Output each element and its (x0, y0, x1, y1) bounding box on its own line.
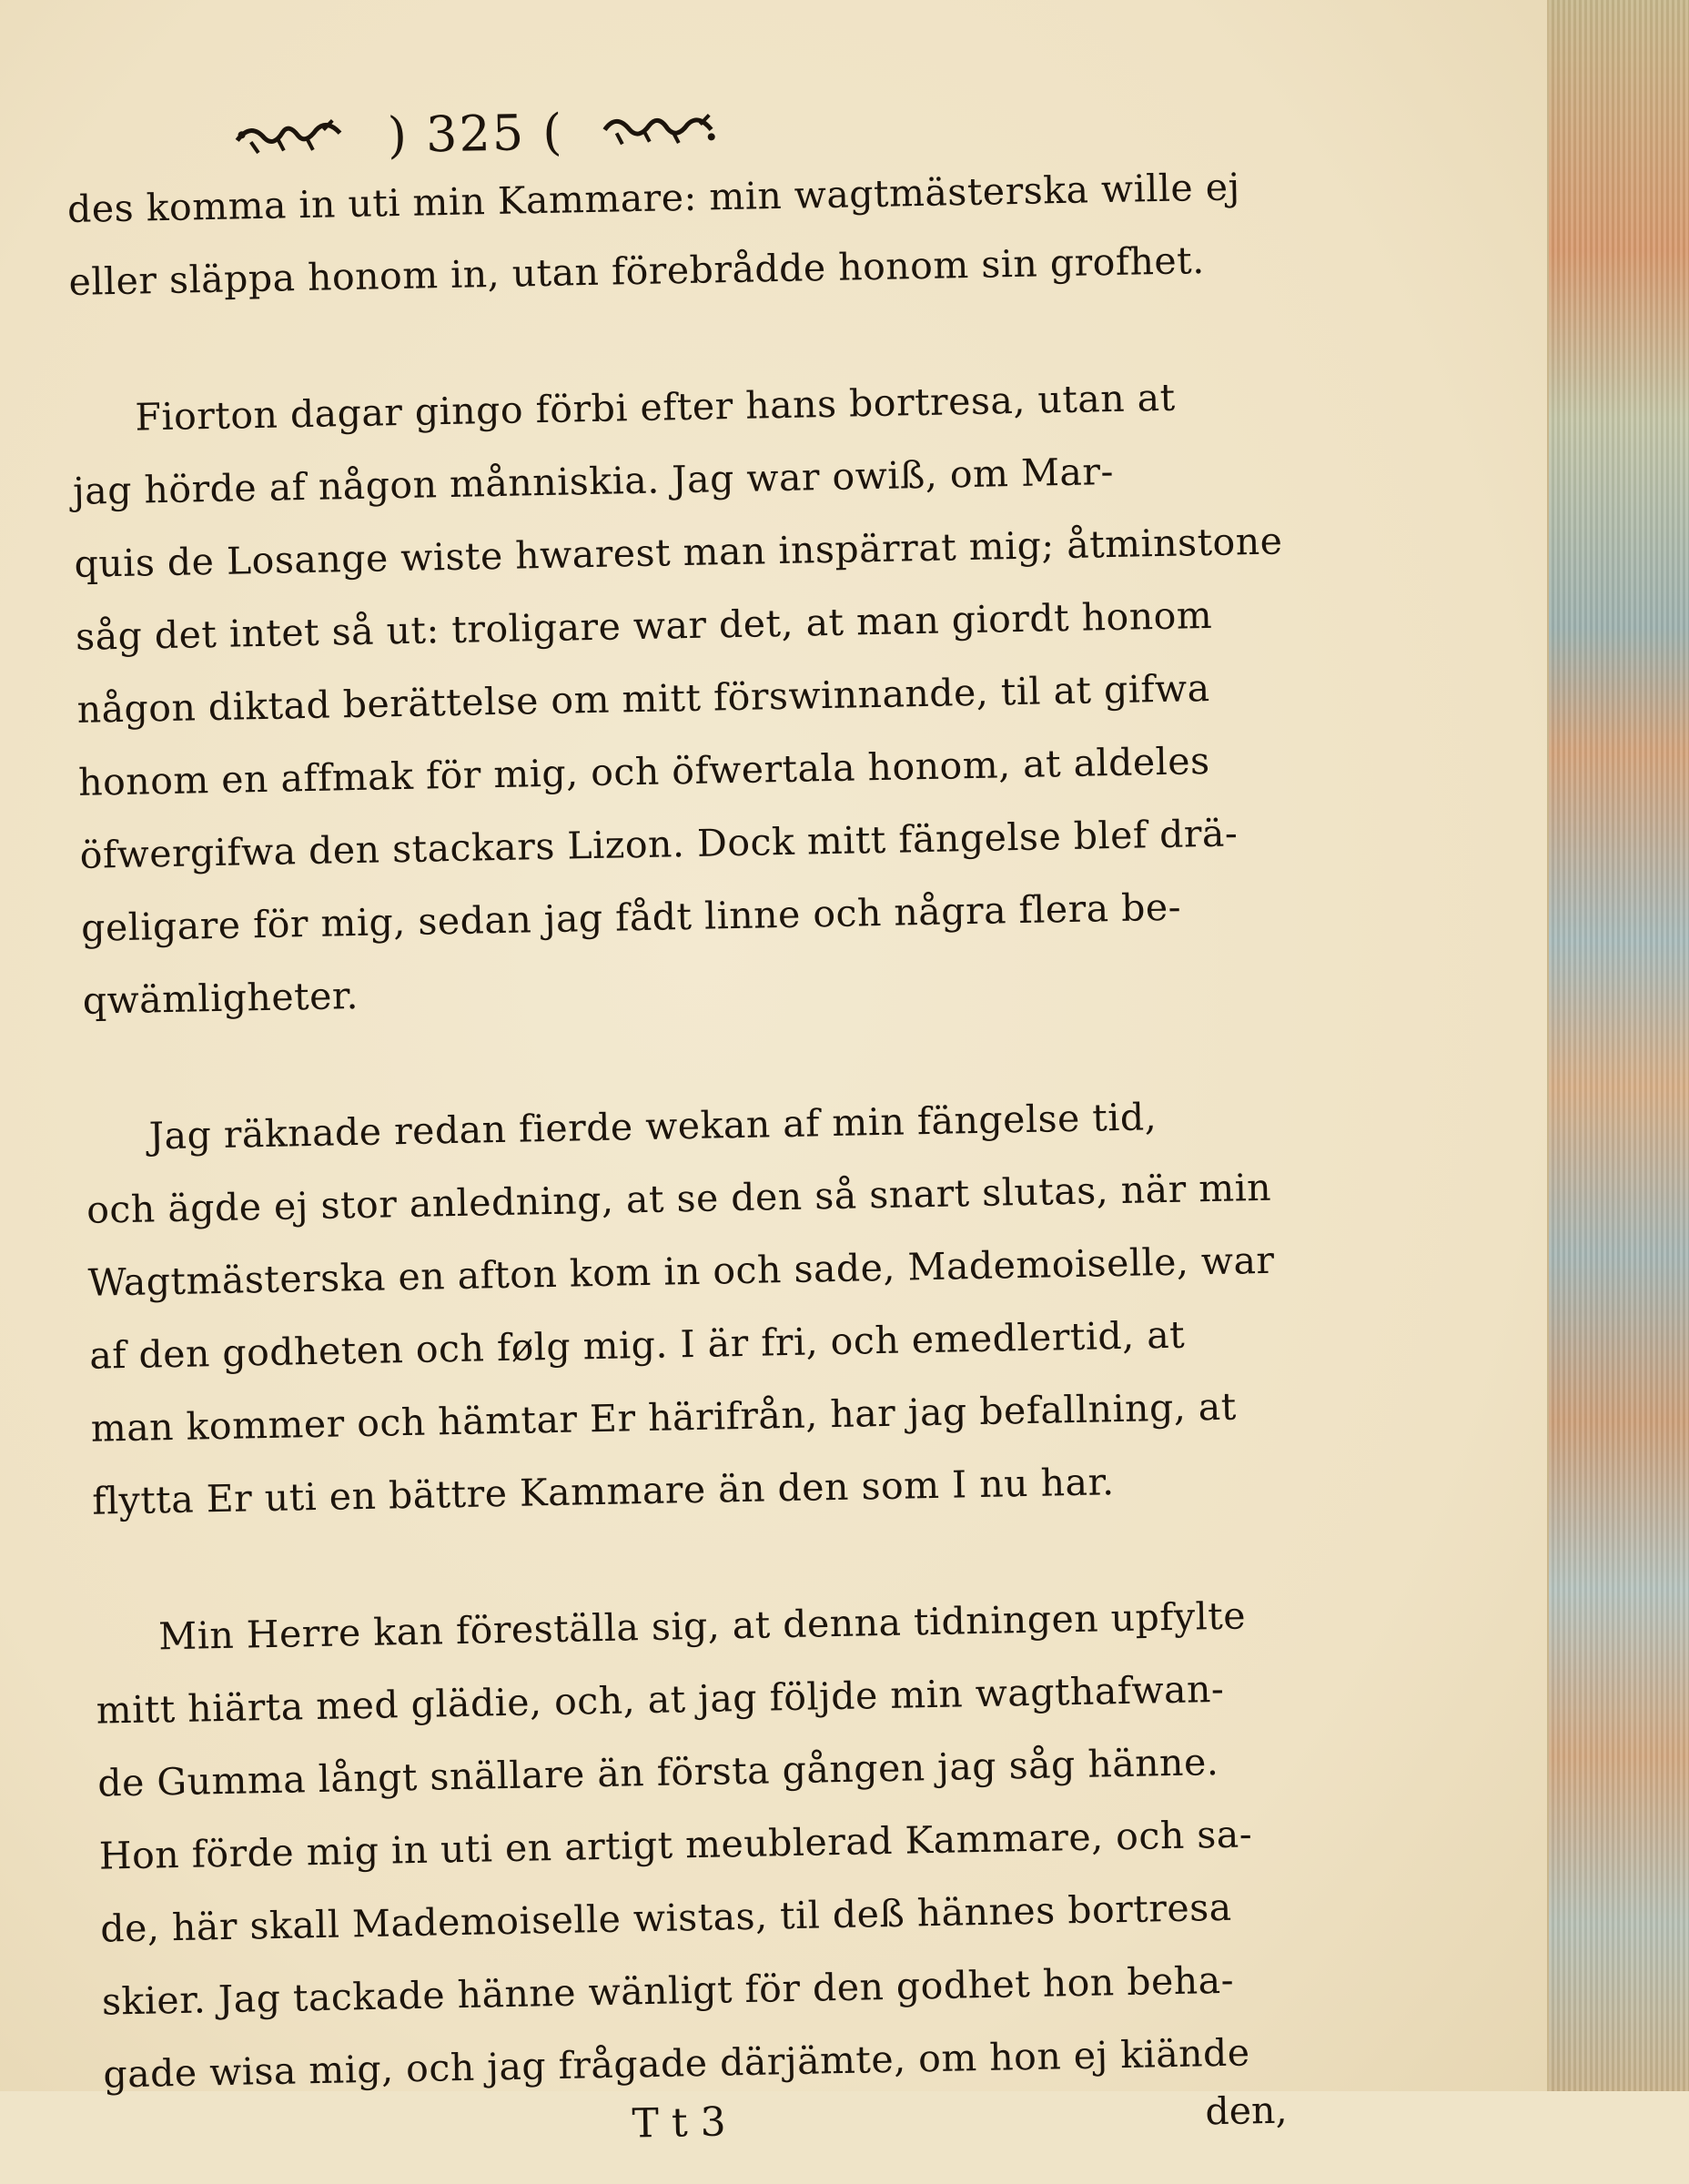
text-line: någon diktad berättelse om mitt förswinnande, til at gifwa (76, 665, 1211, 732)
text-line: quis de Losange wiste hwarest man inspärrat mig; åtminstone (74, 519, 1283, 586)
text-line: des komma in uti min Kammare: min wagtmästerska wille ej (66, 165, 1241, 231)
page-text (66, 86, 1289, 2184)
paragraph-4 (94, 1579, 1287, 2111)
text-line: öfwergifwa den stackars Lizon. Dock mitt fängelse blef drä- (79, 811, 1239, 877)
text-line: af den godheten och følg mig. I är fri, och emedlertid, at (88, 1312, 1186, 1378)
text-line: flytta Er uti en bättre Kammare än den som I nu har. (91, 1460, 1116, 1523)
fleuron-right-icon (600, 104, 719, 155)
text-line: Hon förde mig in uti en artigt meublerad Kammare, och sa- (98, 1812, 1253, 1878)
catchword: den, (1205, 2088, 1288, 2134)
text-line: de Gumma långt snällare än första gången jag såg hänne. (96, 1740, 1219, 1805)
text-line: honom en affmak för mig, och öfwertala honom, at aldeles (77, 738, 1210, 804)
text-line: Jag räknade redan fierde wekan af min fängelse tid, (148, 1095, 1158, 1158)
text-line: de, här skall Mademoiselle wistas, til deß hännes bortresa (99, 1885, 1233, 1951)
text-line: man kommer och hämtar Er härifrån, har jag befallning, at (90, 1384, 1238, 1451)
text-line: Wagtmästerska en afton kom in och sade, Mademoiselle, war (87, 1238, 1275, 1305)
text-line: gade wisa mig, och jag frågade därjämte, om hon ej kiände (103, 2030, 1251, 2097)
text-line: jag hörde af någon månniskia. Jag war owiß, om Mar- (72, 449, 1115, 513)
page-number: ) 325 ( (387, 103, 564, 164)
text-line: och ägde ej stor anledning, at se den så snart slutas, när min (86, 1165, 1272, 1232)
fleuron-left-icon (232, 111, 351, 162)
paragraph-2 (71, 359, 1283, 1037)
paragraph-3 (85, 1078, 1276, 1538)
page-block-edge (1547, 0, 1689, 2091)
text-line: eller släppa honom in, utan förebrådde honom sin grofhet. (68, 238, 1206, 304)
text-line: Min Herre kan föreställa sig, at denna tidningen upfylte (157, 1593, 1247, 1659)
text-line: mitt hiärta med glädie, och, at jag följde min wagthafwan- (96, 1666, 1225, 1733)
paragraph-1 (66, 150, 1252, 318)
text-line: skier. Jag tackade hänne wänligt för den godhet hon beha- (101, 1957, 1235, 2024)
text-line: geligare för mig, sedan jag fådt linne och några flera be- (80, 885, 1182, 950)
text-line: såg det intet så ut: troligare war det, at man giordt honom (75, 592, 1213, 659)
signature-mark: T t 3 (632, 2098, 727, 2148)
text-line: Fiorton dagar gingo förbi efter hans bortresa, utan at (135, 375, 1177, 440)
text-line: qwämligheter. (82, 974, 359, 1023)
